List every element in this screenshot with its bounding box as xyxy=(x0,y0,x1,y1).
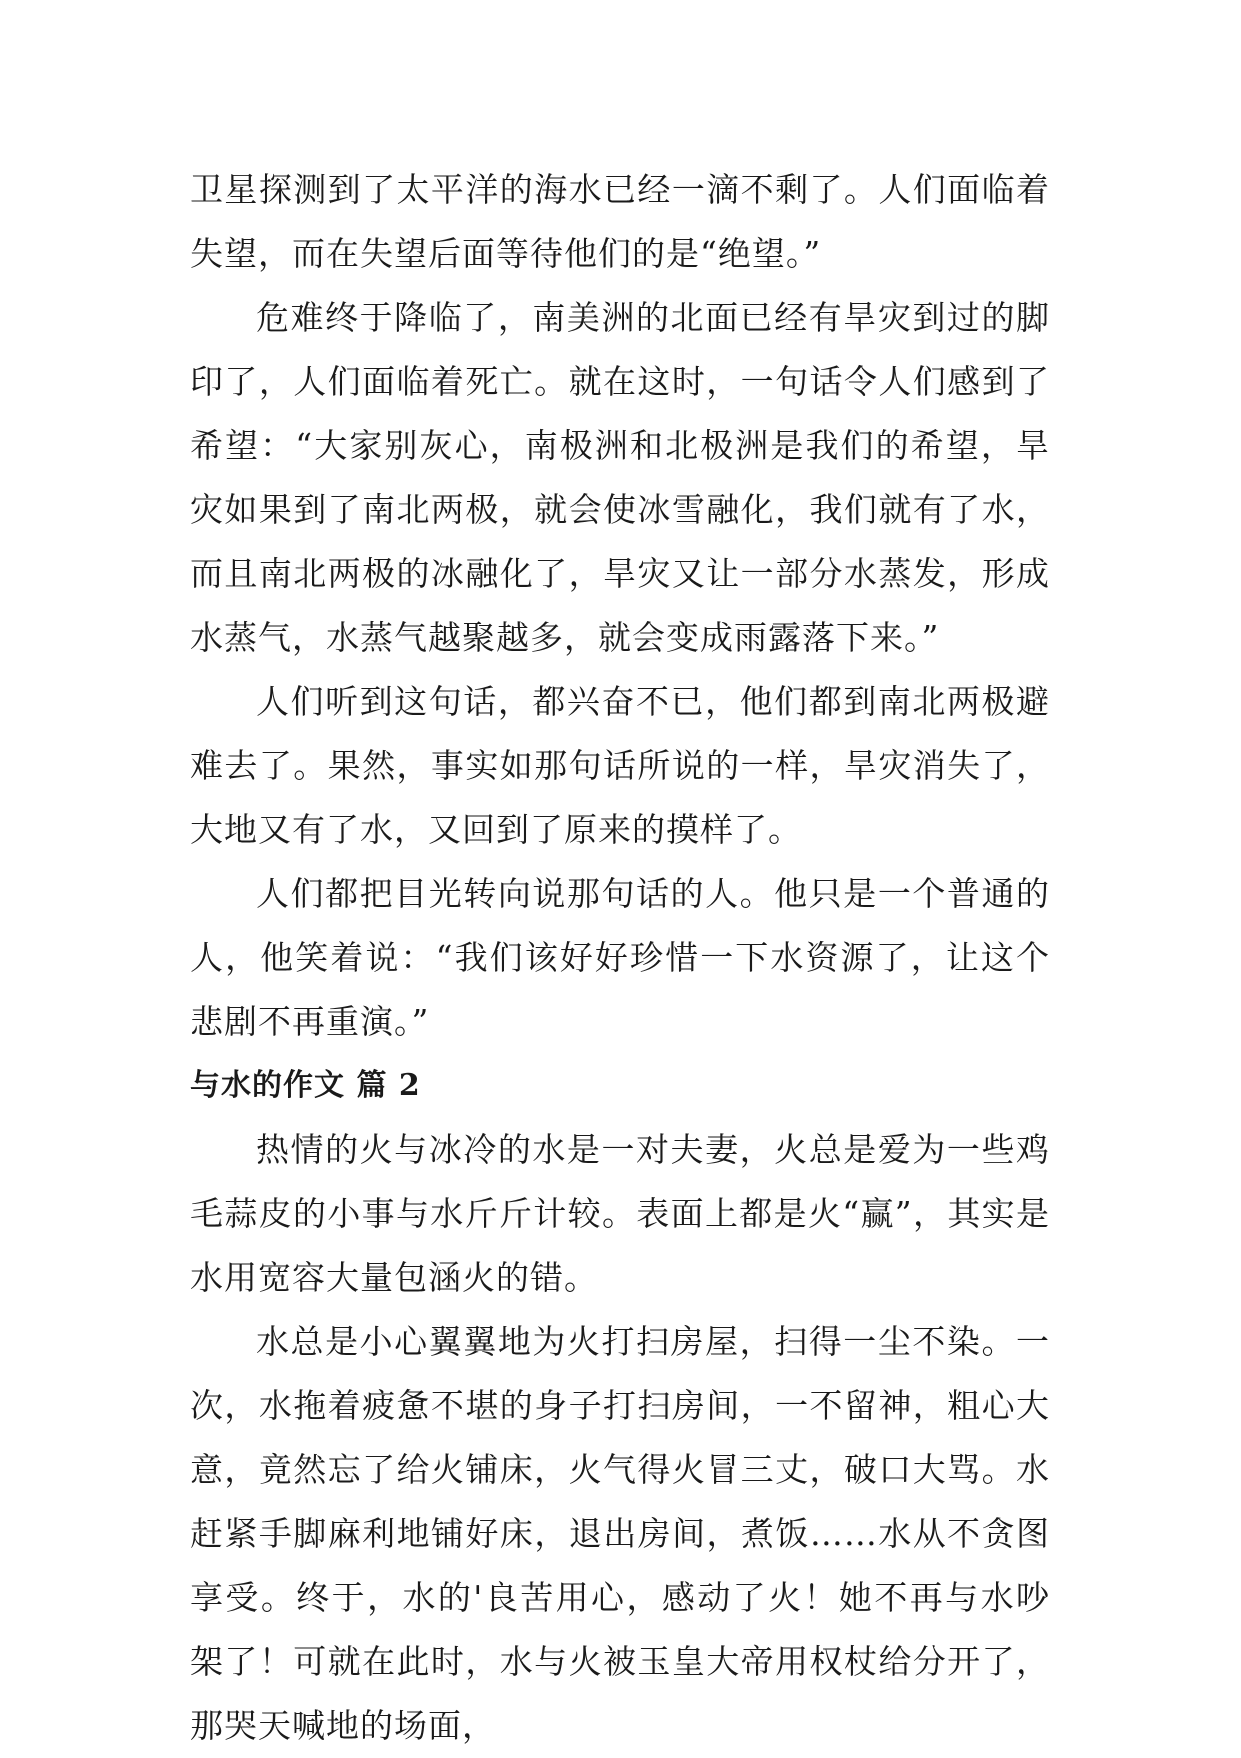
paragraph: 人们听到这句话，都兴奋不已，他们都到南北两极避难去了。果然，事实如那句话所说的一样，旱灾消失了，大地又有了水，又回到了原来的摸样了。 xyxy=(190,682,1050,849)
paragraph: 水总是小心翼翼地为火打扫房屋，扫得一尘不染。一次，水拖着疲惫不堪的身子打扫房间，一不留神，粗心大意，竟然忘了给火铺床，火气得火冒三丈，破口大骂。水赶紧手脚麻利地铺好床，退出房间，煮饭……水从不贪图享受。终于，水的'良苦用心，感动了火！她不再与水吵架了！可就在此时，水与火被玉皇大帝用权杖给分开了，那哭天喊地的场面， xyxy=(190,1322,1050,1745)
section-heading: 与水的作文 篇 2 xyxy=(190,1068,421,1103)
paragraph: 热情的火与冰冷的水是一对夫妻，火总是爱为一些鸡毛蒜皮的小事与水斤斤计较。表面上都是火“赢”，其实是水用宽容大量包涵火的错。 xyxy=(190,1130,1050,1297)
paragraph: 人们都把目光转向说那句话的人。他只是一个普通的人，他笑着说：“我们该好好珍惜一下水资源了，让这个悲剧不再重演。” xyxy=(190,874,1050,1041)
paragraph-continuation: 卫星探测到了太平洋的海水已经一滴不剩了。人们面临着失望，而在失望后面等待他们的是“绝望。” xyxy=(190,170,1050,273)
paragraph: 危难终于降临了，南美洲的北面已经有旱灾到过的脚印了，人们面临着死亡。就在这时，一句话令人们感到了希望：“大家别灰心，南极洲和北极洲是我们的希望，旱灾如果到了南北两极，就会使冰雪融化，我们就有了水，而且南北两极的冰融化了，旱灾又让一部分水蒸发，形成水蒸气，水蒸气越聚越多，就会变成雨露落下来。” xyxy=(190,298,1050,657)
document-body xyxy=(190,158,1050,1758)
